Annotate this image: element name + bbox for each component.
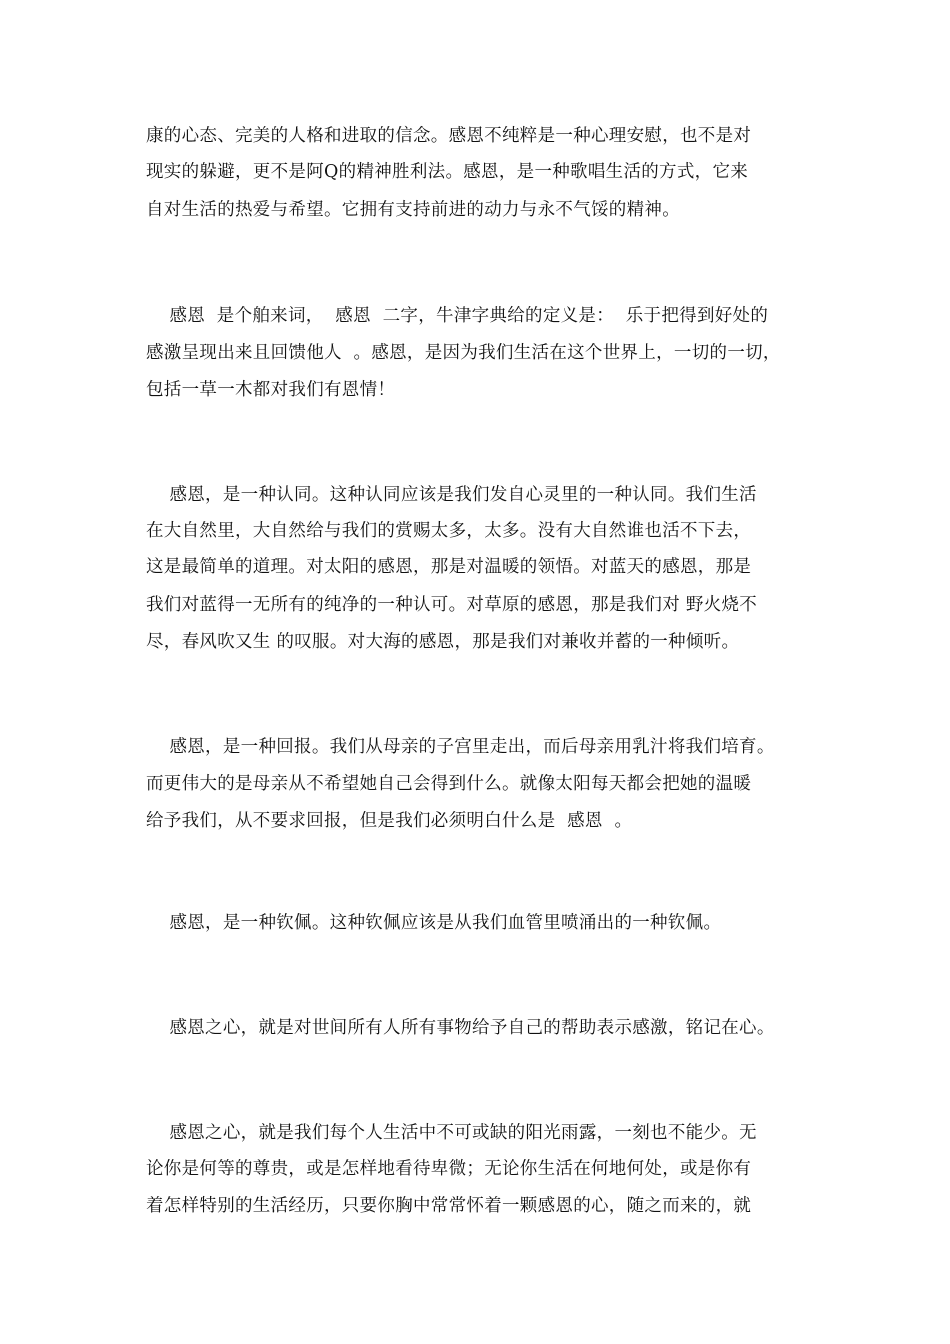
paragraph-7-line-2: 论你是何等的尊贵，或是怎样地看待卑微；无论你生活在何地何处，或是你有 [146, 1159, 752, 1179]
paragraph-1-line-3: 自对生活的热爱与希望。它拥有支持前进的动力与永不气馁的精神。 [146, 200, 680, 220]
paragraph-2-line-1: 感恩 是个舶来词， 感恩 二字，牛津字典给的定义是： 乐于把得到好处的 [146, 306, 769, 326]
paragraph-7-line-3: 着怎样特别的生活经历，只要你胸中常常怀着一颗感恩的心，随之而来的，就 [146, 1196, 752, 1216]
paragraph-3-line-5: 尽，春风吹又生 的叹服。对大海的感恩，那是我们对兼收并蓄的一种倾听。 [146, 632, 740, 652]
paragraph-3-line-3: 这是最简单的道理。对太阳的感恩，那是对温暖的领悟。对蓝天的感恩，那是 [146, 557, 752, 577]
paragraph-6-line-1: 感恩之心，就是对世间所有人所有事物给予自己的帮助表示感激，铭记在心。 [146, 1018, 775, 1038]
paragraph-4-line-3: 给予我们，从不要求回报，但是我们必须明白什么是 感恩 。 [146, 811, 633, 831]
paragraph-4-line-2: 而更伟大的是母亲从不希望她自己会得到什么。就像太阳每天都会把她的温暖 [146, 774, 752, 794]
paragraph-3-line-1: 感恩，是一种认同。这种认同应该是我们发自心灵里的一种认同。我们生活 [146, 485, 757, 505]
paragraph-5-line-1: 感恩，是一种钦佩。这种钦佩应该是从我们血管里喷涌出的一种钦佩。 [146, 913, 722, 933]
paragraph-2-line-2: 感激呈现出来且回馈他人 。感恩，是因为我们生活在这个世界上，一切的一切， [146, 343, 781, 363]
paragraph-1-line-2: 现实的躲避，更不是阿Q的精神胜利法。感恩，是一种歌唱生活的方式，它来 [146, 162, 749, 182]
paragraph-3-line-4: 我们对蓝得一无所有的纯净的一种认可。对草原的感恩，那是我们对 野火烧不 [146, 595, 758, 615]
paragraph-4-line-1: 感恩，是一种回报。我们从母亲的子宫里走出，而后母亲用乳汁将我们培育。 [146, 737, 775, 757]
paragraph-7-line-1: 感恩之心，就是我们每个人生活中不可或缺的阳光雨露，一刻也不能少。无 [146, 1123, 757, 1143]
paragraph-3-line-2: 在大自然里，大自然给与我们的赏赐太多，太多。没有大自然谁也活不下去， [146, 521, 752, 541]
paragraph-1-line-1: 康的心态、完美的人格和进取的信念。感恩不纯粹是一种心理安慰，也不是对 [146, 126, 752, 146]
paragraph-2-line-3: 包括一草一木都对我们有恩情！ [146, 380, 396, 400]
